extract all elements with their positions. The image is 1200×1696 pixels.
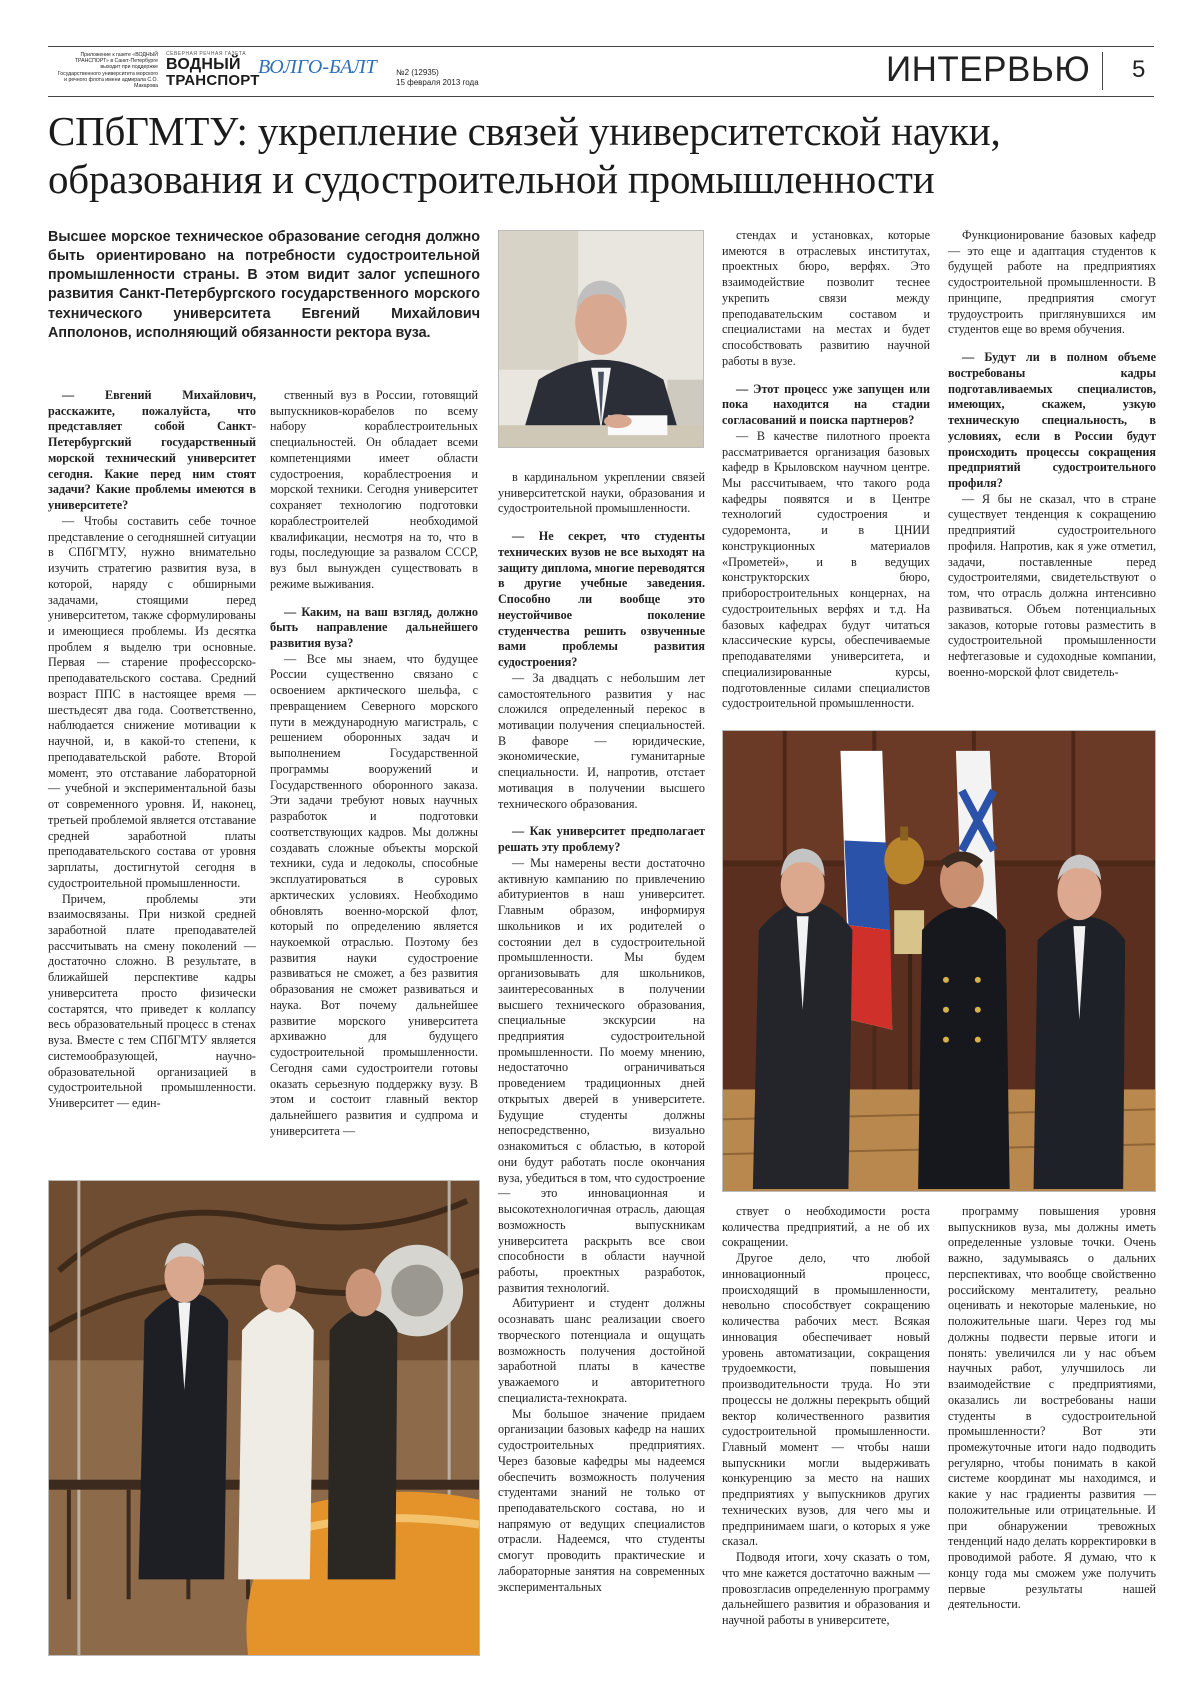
paragraph: ственный вуз в России, готовящий выпускников-корабелов по всему набору кораблестроительных специальностей. Он обладает всеми компетенциями имеет области судостроения, кораблестроения и морской техники. Сегодня университет сохраняет технологию подготовки кораблестроителей необходимой квалификации, несмотря на то, что в годы, последующие за развалом СССР, вуз был вынужден существовать в режиме выживания.: [270, 388, 478, 591]
interview-question: — Каким, на ваш взгляд, должно быть направление дальнейшего развития вуза?: [270, 604, 478, 651]
issue-number: №2 (12935): [396, 68, 439, 77]
paragraph: Причем, проблемы эти взаимосвязаны. При низкой средней заработной плате преподавателей рассчитывать на смену поколений — достаточно сложно. В результате, в ближайшей перспективе кадры университета просто физически состарятся, что приведет к коллапсу весь образовательный процесс в стенах вуза. Вместе с тем СПбГМТУ является системообразующей, научно-образовательной организацией в судостроительной промышленности. Университет — един-: [48, 891, 256, 1111]
article-column-5: [948, 228, 1156, 681]
header-bottom-rule: [48, 96, 1154, 97]
portrait-photo-icon: [498, 230, 704, 448]
issue-date: 15 февраля 2013 года: [396, 78, 479, 87]
masthead-note: Приложение к газете «ВОДНЫЙ ТРАНСПОРТ» в Санкт-Петербурге выходит при поддержке Государственного университета морского и речного флота имени адмирала С.О. Макарова: [57, 52, 158, 90]
article-column-4: [722, 228, 930, 712]
paragraph: — За двадцать с небольшим лет самостоятельного развития у нас сложился определенный перекос в мотивации получения специальностей. В фаворе — юридические, экономические, гуманитарные специальности. И, напротив, отстает мотивация в получении высшего технического образования.: [498, 670, 705, 811]
header-divider: [1102, 52, 1103, 90]
article-lead: Высшее морское техническое образование сегодня должно быть ориентировано на потребности судостроительной промышленности страны. В этом видит залог успешного развития Санкт-Петербургского государственного морского технического университета Евгений Михайлович Апполонов, исполняющий обязанности ректора вуза.: [48, 229, 480, 341]
interview-question: — Будут ли в полном объеме востребованы кадры подготавливаемых специалистов, имеющих, скажем, узкую техническую специальность, в условиях, если в России будут происходить процессы сокращения предприятий судостроительного профиля?: [948, 350, 1156, 491]
paragraph: Подводя итоги, хочу сказать о том, что мне кажется достаточно важным — провозгласив определенную программу дальнейшего развития и образования и научной работы в университете,: [722, 1550, 930, 1628]
logo-line1: ВОДНЫЙ: [166, 56, 241, 73]
article-column-1: [48, 388, 256, 1112]
paragraph: — Все мы знаем, что будущее России существенно связано с освоением арктического шельфа, с превращением Северного морского пути в международную магистраль, с решением оборонных задач и выполнением Государственной программы вооружений и Государственного оборонного заказа. Эти задачи требуют новых научных разработок и подготовки соответствующих кадров. Мы должны создавать сложные объекты морской техники, суда и ледоколы, способные эксплуатироваться в суровых арктических условиях. Необходимо обновлять военно-морской флот, который по определению является наукоемкой отраслью. Поэтому без развития науки судостроение развиваться не сможет, а без развития образования не сможет развиваться и наука. Вот почему дальнейшее развитие морского университета архиважно для будущего судостроительной промышленности. Сегодня сами судостроители готовы оказать серьезную поддержку вузу. В этом и состоит главный вектор дальнейшего развития и судпрома и университета —: [270, 651, 478, 1138]
article-column-4b: [722, 1204, 930, 1629]
article-column-3: [498, 470, 705, 1595]
interview-question: — Как университет предполагает решать эту проблему?: [498, 824, 705, 855]
section-title: ИНТЕРВЬЮ: [886, 50, 1091, 89]
logo-supertitle: СЕВЕРНАЯ РЕЧНАЯ ГАЗЕТА: [166, 51, 247, 57]
paragraph: программу повышения уровня выпускников вуза, мы должны иметь определенные узловые точки. Очень важно, задумываясь о дальних перспективах, что вообще свойственно российскому менталитету, реально оценивать и некоторые маленькие, но положительные шаги. Через год мы должны подвести первые итоги и понять: увеличился ли у нас объем научных работ, улучшилось ли взаимодействие с предприятиями, оказались ли востребованы наши студенты в судостроительной промышленности? Вот эти промежуточные итоги надо подводить регулярно, чтобы понимать в какой системе координат мы находимся, и какие у нас градиенты развития — положительные или отрицательные. И при обнаружении тревожных тенденций надо делать корректировки в проводимой работе. Я думаю, что к концу года мы сможем уже получить первые результаты нашей деятельности.: [948, 1204, 1156, 1612]
paragraph: Мы большое значение придаем организации базовых кафедр на наших судостроительных предприятиях. Через базовые кафедры мы надеемся обеспечить возможность получения студентами знаний не только от преподавательского состава, но и напрямую от ведущих специалистов отрасли. Надеемся, что студенты смогут проводить практические и лабораторные занятия на современных экспериментальных: [498, 1406, 705, 1594]
header-top-rule: [48, 46, 1154, 47]
paragraph: ствует о необходимости роста количества предприятий, а не об их сокращении.: [722, 1204, 930, 1250]
interview-question: — Евгений Михайлович, расскажите, пожалуйста, что представляет собой Санкт-Петербургский государственный морской технический университет сегодня. Какие перед ним стоят задачи? Какие проблемы имеются в университете?: [48, 388, 256, 513]
group-photo-lab-icon: [48, 1180, 480, 1656]
article-headline: СПбГМТУ: укрепление связей университетской науки, образования и судостроительной промышленности: [48, 108, 1001, 202]
logo-line2: ТРАНСПОРТ: [166, 72, 260, 89]
masthead: [48, 46, 1154, 98]
regional-logo: ВОЛГО-БАЛТ: [258, 56, 377, 78]
paragraph: Другое дело, что любой инновационный процесс, происходящий в промышленности, невольно способствует сокращению количества рабочих мест. Всякая инновация обеспечивает новый уровень автоматизации, сокращения трудоемкости, повышения производительности труда. Но эти процессы не должны перекрыть общий вектор количественного развития судостроительной промышленности. Главный момент — чтобы наши выпускники могли выдерживать конкуренцию за место на наших предприятиях у выпускников других технических вузов, для чего мы и предпринимаем шаги, о которых я уже сказал.: [722, 1251, 930, 1549]
paragraph: — Я бы не сказал, что в стране существует тенденция к сокращению предприятий судостроительного профиля. Напротив, как я уже отметил, задачи, поставленные перед судостроителями, свидетельствуют о том, что отрасль должна интенсивно развиваться. Объем потенциальных заказов, которые готовы разместить в судостроительной промышленности нефтегазовые и судоходные компании, военно-морской флот свидетель-: [948, 491, 1156, 679]
paragraph: Абитуриент и студент должны осознавать шанс реализации своего творческого потенциала и ощущать возможность получения достойной заработной платы в качестве уважаемого и авторитетного специалиста-технократа.: [498, 1296, 705, 1405]
paragraph: — В качестве пилотного проекта рассматривается организация базовых кафедр в Крыловском научном центре. Мы рассчитываем, что такого рода кафедры появятся и в Центре технологий судостроения и судоремонта, и в ЦНИИ конструкционных материалов «Прометей», и в ведущих конструкторских бюро, приборостроительных концернах, на судостроительных верфях и т.д. На базовых кафедрах будут читаться классические курсы, обеспечиваемые преподавателями университета, и специализированные курсы, подготовленные силами специалистов судостроительной промышленности.: [722, 428, 930, 711]
paragraph: — Чтобы составить себе точное представление о сегодняшней ситуации в СПбГМТУ, нужно внимательно изучить стратегию развития вуза, в которой, наряду с обширными задачами, стоящими перед университетом, также сформулированы и имеющиеся проблемы. Из десятка проблем я выделю три основные. Первая — старение профессорско-преподавательского состава. Средний возраст ППС в настоящее время — шестьдесят два года. Соответственно, наблюдается снижение мотивации к научной, и, в какой-то степени, к преподавательской работе. Второй момент, это отставание лабораторной — учебной и экспериментальной базы от современного уровня. И, наконец, третьей проблемой является отставание средней заработной платы преподавательского состава от уровня зарплаты, достигнутой сегодня в судостроительной промышленности.: [48, 513, 256, 890]
paragraph: — Мы намерены вести достаточно активную кампанию по привлечению абитуриентов в наш университет. Главным образом, информируя школьников и их родителей о состоянии дел в судостроительной промышленности. Мы будем организовывать для школьников, заинтересованных в получении высшего технического образования, специальные экскурсии на предприятия судостроительной промышленности. По моему мнению, недостаточно ограничиваться проведением традиционных дней открытых дверей в университете. Будущие студенты должны непосредственно, визуально ознакомиться с областью, в которой они будут работать после окончания вуза, убедиться в том, что судостроение — это инновационная и высокотехнологичная отрасль, дающая возможность выпускникам университета раскрыть все свои способности в области научной работы, проектных разработок, развития технологий.: [498, 855, 705, 1295]
paragraph: Функционирование базовых кафедр — это еще и адаптация студентов к будущей работе на предприятиях судостроительной промышленности. В принципе, предприятия смогут трудоустроить приглянувшихся им студентов еще во время обучения.: [948, 228, 1156, 337]
interview-question: — Этот процесс уже запущен или пока находится на стадии согласований и поиска партнеров?: [722, 381, 930, 428]
newspaper-logo: [166, 52, 258, 88]
article-column-5b: [948, 1204, 1156, 1613]
paragraph: в кардинальном укреплении связей университетской науки, образования и судостроительной промышленности.: [498, 470, 705, 516]
page-number: 5: [1132, 56, 1146, 83]
interview-question: — Не секрет, что студенты технических вузов не все выходят на защиту диплома, многие переводятся в другие учебные заведения. Способно ли вообще это неустойчивое поколение студенчества решить озвученные вами проблемы развития судостроения?: [498, 529, 705, 670]
group-photo-flags-icon: [722, 730, 1156, 1192]
article-column-2: [270, 388, 478, 1140]
issue-info: [396, 68, 479, 88]
paragraph: стендах и установках, которые имеются в отраслевых институтах, проектных бюро, верфях. Это взаимодействие позволит теснее укрепить связи между преподавательским составом и специалистами на местах и будет способствовать развитию научной работы в вузе.: [722, 228, 930, 368]
